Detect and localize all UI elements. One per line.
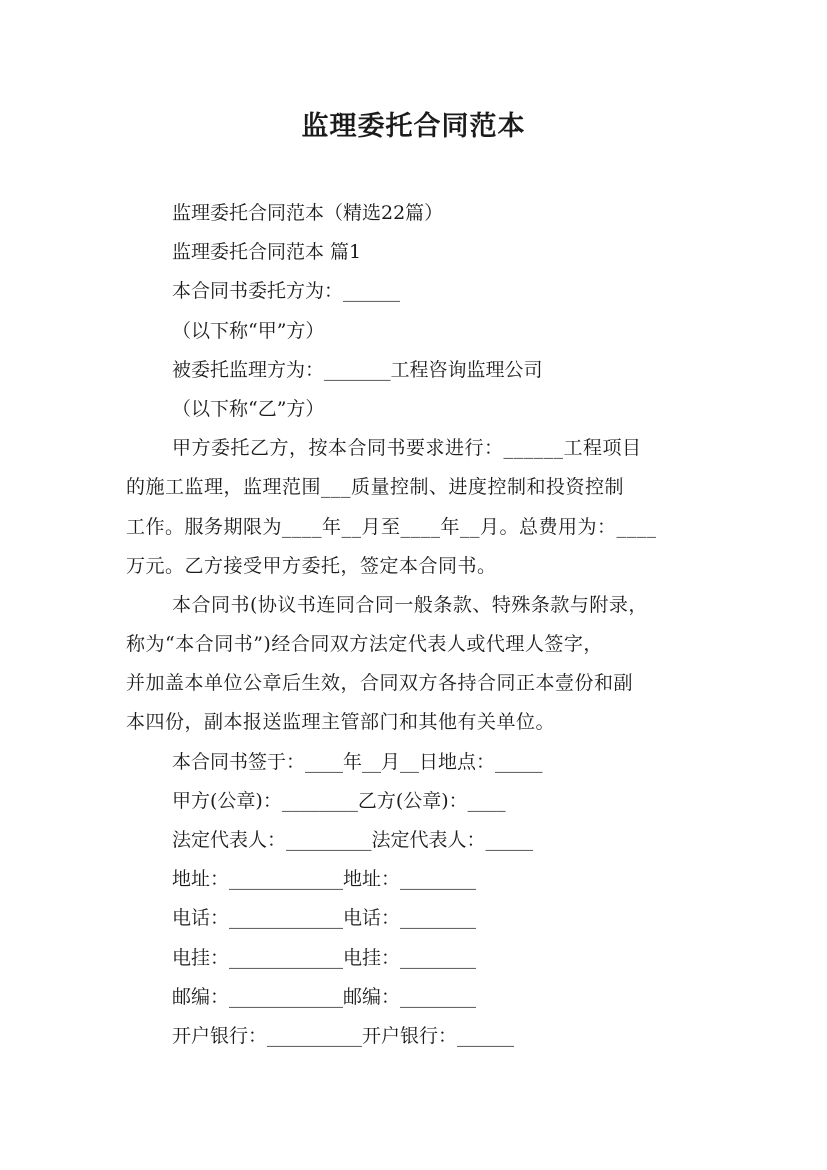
signing-date-line: 本合同书签于：____年__月__日地点：_____ bbox=[172, 750, 543, 773]
section-heading: 监理委托合同范本 篇1 bbox=[172, 241, 362, 264]
legal-rep-line: 法定代表人：_________法定代表人：_____ bbox=[172, 829, 534, 851]
paragraph-line: 本四份，副本报送监理主管部门和其他有关单位。 bbox=[126, 711, 556, 734]
phone-line: 电话：____________电话：________ bbox=[172, 907, 477, 930]
telegraph-line: 电挂：____________电挂：________ bbox=[172, 946, 477, 969]
paragraph-line: 工作。服务期限为____年__月至____年__月。总费用为：____ bbox=[126, 515, 657, 538]
contractor-alias-line: （以下称“乙”方） bbox=[172, 397, 325, 420]
document-title: 监理委托合同范本 bbox=[301, 111, 526, 142]
paragraph-line: 万元。乙方接受甲方委托，签定本合同书。 bbox=[126, 554, 497, 577]
paragraph-line: 的施工监理，监理范围___质量控制、进度控制和投资控制 bbox=[126, 476, 625, 499]
postcode-line: 邮编：____________邮编：________ bbox=[172, 985, 477, 1008]
document-body bbox=[126, 194, 706, 1056]
bank-line: 开户银行：__________开户银行：______ bbox=[172, 1024, 515, 1047]
address-line: 地址：____________地址：________ bbox=[172, 868, 477, 891]
subtitle-line: 监理委托合同范本（精选22篇） bbox=[172, 202, 444, 224]
paragraph-line: 称为“本合同书”)经合同双方法定代表人或代理人签字， bbox=[126, 633, 603, 656]
seal-line: 甲方(公章)：________乙方(公章)：____ bbox=[172, 789, 506, 812]
client-alias-line: （以下称“甲”方） bbox=[172, 319, 325, 342]
paragraph-line: 本合同书(协议书连同合同一般条款、特殊条款与附录， bbox=[172, 593, 648, 616]
validity-paragraph bbox=[126, 586, 706, 743]
paragraph-line: 甲方委托乙方，按本合同书要求进行：______工程项目 bbox=[172, 437, 642, 460]
paragraph-line: 并加盖本单位公章后生效，合同双方各持合同正本壹份和副 bbox=[126, 672, 634, 695]
contractor-line: 被委托监理方为：_______工程咨询监理公司 bbox=[172, 358, 543, 381]
client-line: 本合同书委托方为：______ bbox=[172, 280, 401, 303]
scope-paragraph bbox=[126, 429, 706, 586]
